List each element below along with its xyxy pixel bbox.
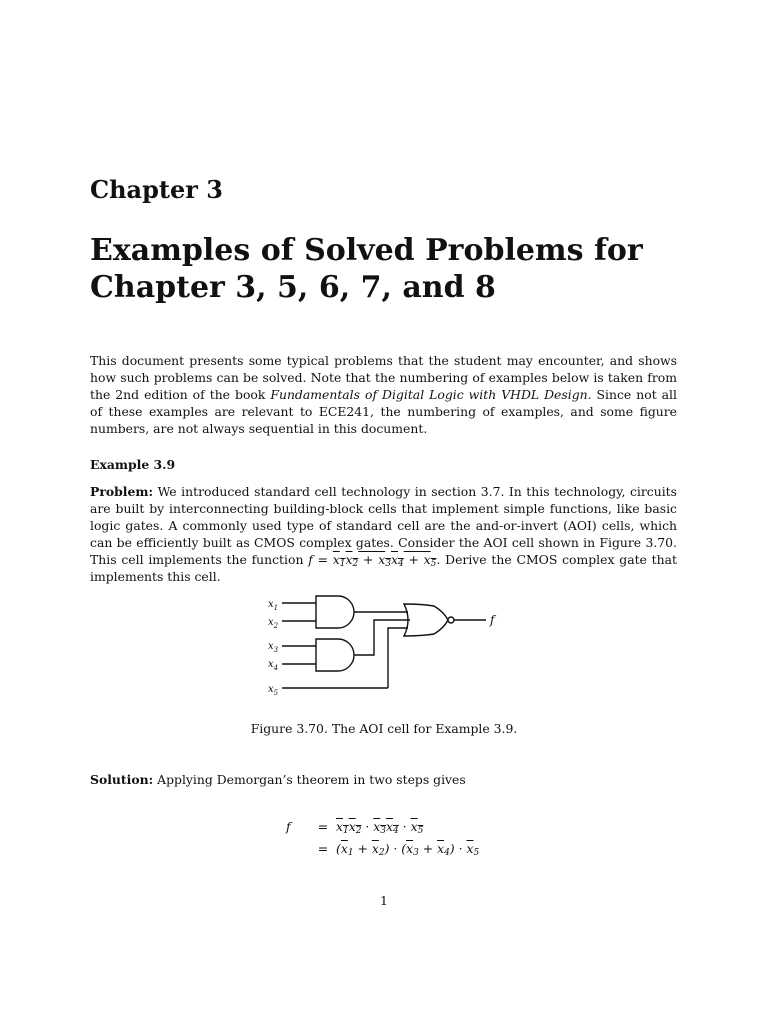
chapter-title-line2: Chapter 3, 5, 6, 7, and 8 bbox=[90, 270, 496, 305]
problem-text-1: We introduced standard cell technology in section 3.7. In this technology, circuits are built by interconnecting building-block cells that implement simple functions, like basic logic gates. A commonly used type of standard cell are the and-or-invert (AOI) cells, which can be efficiently built as CMOS complex gates. Consider the AOI cell shown in Figure 3.70. This cell implements the function bbox=[90, 484, 677, 567]
equation-rhs-1: $x_1x_2 \cdot x_3x_4 \cdot x_5$ bbox=[336, 819, 424, 836]
function-expression: $f = x_1x_2 + x_3x_4 + x_5$ bbox=[308, 552, 437, 569]
book-title: Fundamentals of Digital Logic with VHDL Design. bbox=[270, 387, 592, 402]
solution-label: Solution: bbox=[90, 772, 154, 787]
wire-and2-to-or bbox=[354, 620, 410, 655]
chapter-title bbox=[90, 232, 690, 306]
problem-label: Problem: bbox=[90, 484, 154, 499]
inverter-bubble bbox=[448, 617, 454, 623]
aoi-cell-diagram bbox=[260, 590, 520, 700]
output-label-f: f bbox=[490, 613, 495, 627]
problem-paragraph bbox=[90, 483, 677, 585]
demorgan-equation bbox=[286, 816, 479, 860]
figure-caption: Figure 3.70. The AOI cell for Example 3.9. bbox=[250, 721, 518, 736]
example-heading: Example 3.9 bbox=[90, 457, 176, 472]
intro-paragraph bbox=[90, 352, 677, 437]
input-label-x2: $x_2$ bbox=[268, 617, 279, 630]
equation-rhs-2: $(\overline{x}_1 + \overline{x}_2) \cdot (\overline{x}_3 + \overline{x}_4) \cdot \overline{x}_5$ bbox=[336, 841, 480, 858]
and-gate-2 bbox=[316, 639, 354, 671]
solution-text: Applying Demorgan’s theorem in two steps gives bbox=[153, 772, 466, 787]
wire-x5-to-or bbox=[388, 628, 408, 688]
equation-lhs: f bbox=[286, 819, 291, 834]
equation-relation-2: = bbox=[317, 841, 329, 856]
equation-line-2 bbox=[286, 838, 479, 860]
and-gate-1 bbox=[316, 596, 354, 628]
chapter-title-line1: Examples of Solved Problems for bbox=[90, 233, 643, 268]
intro-text-1: This document presents some typical problems that the student may encounter, and shows how such problems can be solved. Note that the numbering of examples below is taken from the 2nd edition of the book bbox=[90, 353, 677, 402]
input-label-x1: $x_1$ bbox=[268, 599, 279, 612]
chapter-label: Chapter 3 bbox=[90, 175, 223, 204]
page-number: 1 bbox=[380, 893, 388, 908]
problem-text-2: . Derive the CMOS complex gate that implements this cell. bbox=[90, 552, 678, 584]
input-label-x5: $x_5$ bbox=[268, 684, 279, 697]
solution-paragraph bbox=[90, 772, 677, 787]
input-label-x4: $x_4$ bbox=[268, 659, 279, 672]
equation-relation-1: = bbox=[317, 819, 329, 834]
equation-line-1 bbox=[286, 816, 479, 838]
input-label-x3: $x_3$ bbox=[268, 641, 279, 654]
intro-text-2: Since not all of these examples are relevant to ECE241, the numbering of examples, and some figure numbers, are not always sequential in this document. bbox=[90, 387, 677, 436]
nor-gate bbox=[404, 604, 448, 636]
